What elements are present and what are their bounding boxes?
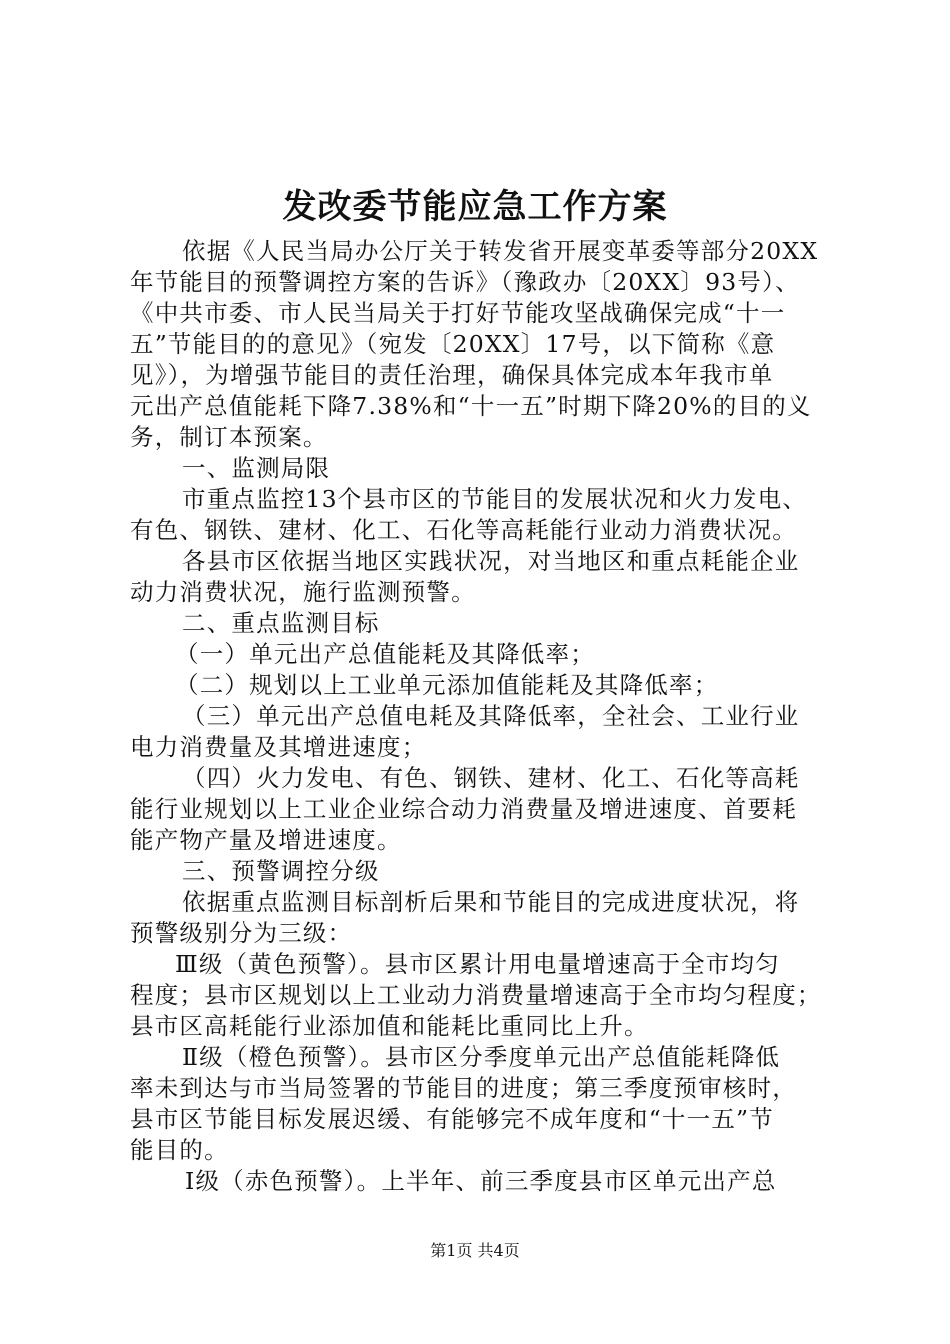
warning-level-1: Ⅰ级（赤色预警）。上半年、前三季度县市区单元出产总 — [185, 1167, 777, 1195]
body-line: 县市区节能目标发展迟缓、有能够完不成年度和“十一五”节 — [130, 1105, 774, 1133]
body-line: 预警级别分为三级： — [130, 919, 353, 947]
body-line: 程度；县市区规划以上工业动力消费量增速高于全市均匀程度； — [130, 981, 822, 1009]
body-line: 能目的。 — [130, 1136, 229, 1164]
list-item: （三）单元出产总值电耗及其降低率，全社会、工业行业 — [182, 702, 800, 730]
list-item: （一）单元出产总值能耗及其降低率； — [175, 640, 595, 668]
body-line: 有色、钢铁、建材、化工、石化等高耗能行业动力消费状况。 — [130, 516, 797, 544]
body-line: 各县市区依据当地区实践状况，对当地区和重点耗能企业 — [182, 547, 800, 575]
body-line: 电力消费量及其增进速度； — [130, 733, 427, 761]
body-line: 能行业规划以上工业企业综合动力消费量及增进速度、首要耗 — [130, 795, 797, 823]
body-line: 动力消费状况，施行监测预警。 — [130, 578, 476, 606]
body-line: 《中共市委、市人民当局关于打好节能攻坚战确保完成“十一 — [130, 299, 786, 327]
body-line: 务，制订本预案。 — [130, 423, 328, 451]
warning-level-2: Ⅱ级（橙色预警）。县市区分季度单元出产总值能耗降低 — [182, 1043, 781, 1071]
section-heading: 一、监测局限 — [182, 454, 331, 482]
warning-level-3: Ⅲ级（黄色预警）。县市区累计用电量增速高于全市均匀 — [175, 950, 780, 978]
section-heading: 二、重点监测目标 — [182, 609, 380, 637]
list-item: （四）火力发电、有色、钢铁、建材、化工、石化等高耗 — [182, 764, 800, 792]
body-line: 率未到达与市当局签署的节能目的进度；第三季度预审核时， — [130, 1074, 797, 1102]
body-line: 能产物产量及增进速度。 — [130, 826, 402, 854]
body-line: 县市区高耗能行业添加值和能耗比重同比上升。 — [130, 1012, 649, 1040]
list-item: （二）规划以上工业单元添加值能耗及其降低率； — [175, 671, 719, 699]
body-line: 市重点监控13个县市区的节能目的发展状况和火力发电、 — [182, 485, 808, 513]
body-line: 依据《人民当局办公厅关于转发省开展变革委等部分20XX — [182, 237, 819, 265]
document-title: 发改委节能应急工作方案 — [282, 187, 668, 227]
body-line: 年节能目的预警调控方案的告诉》（豫政办〔20XX〕93号）、 — [130, 268, 800, 296]
body-line: 五”节能目的的意见》（宛发〔20XX〕17号，以下简称《意 — [130, 330, 776, 358]
body-line: 元出产总值能耗下降7.38%和“十一五”时期下降20%的目的义 — [130, 392, 812, 420]
body-line: 见》），为增强节能目的责任治理，确保具体完成本年我市单 — [130, 361, 774, 389]
section-heading: 三、预警调控分级 — [182, 857, 380, 885]
body-line: 依据重点监测目标剖析后果和节能目的完成进度状况，将 — [182, 888, 800, 916]
page-footer: 第1页 共4页 — [430, 1241, 520, 1260]
